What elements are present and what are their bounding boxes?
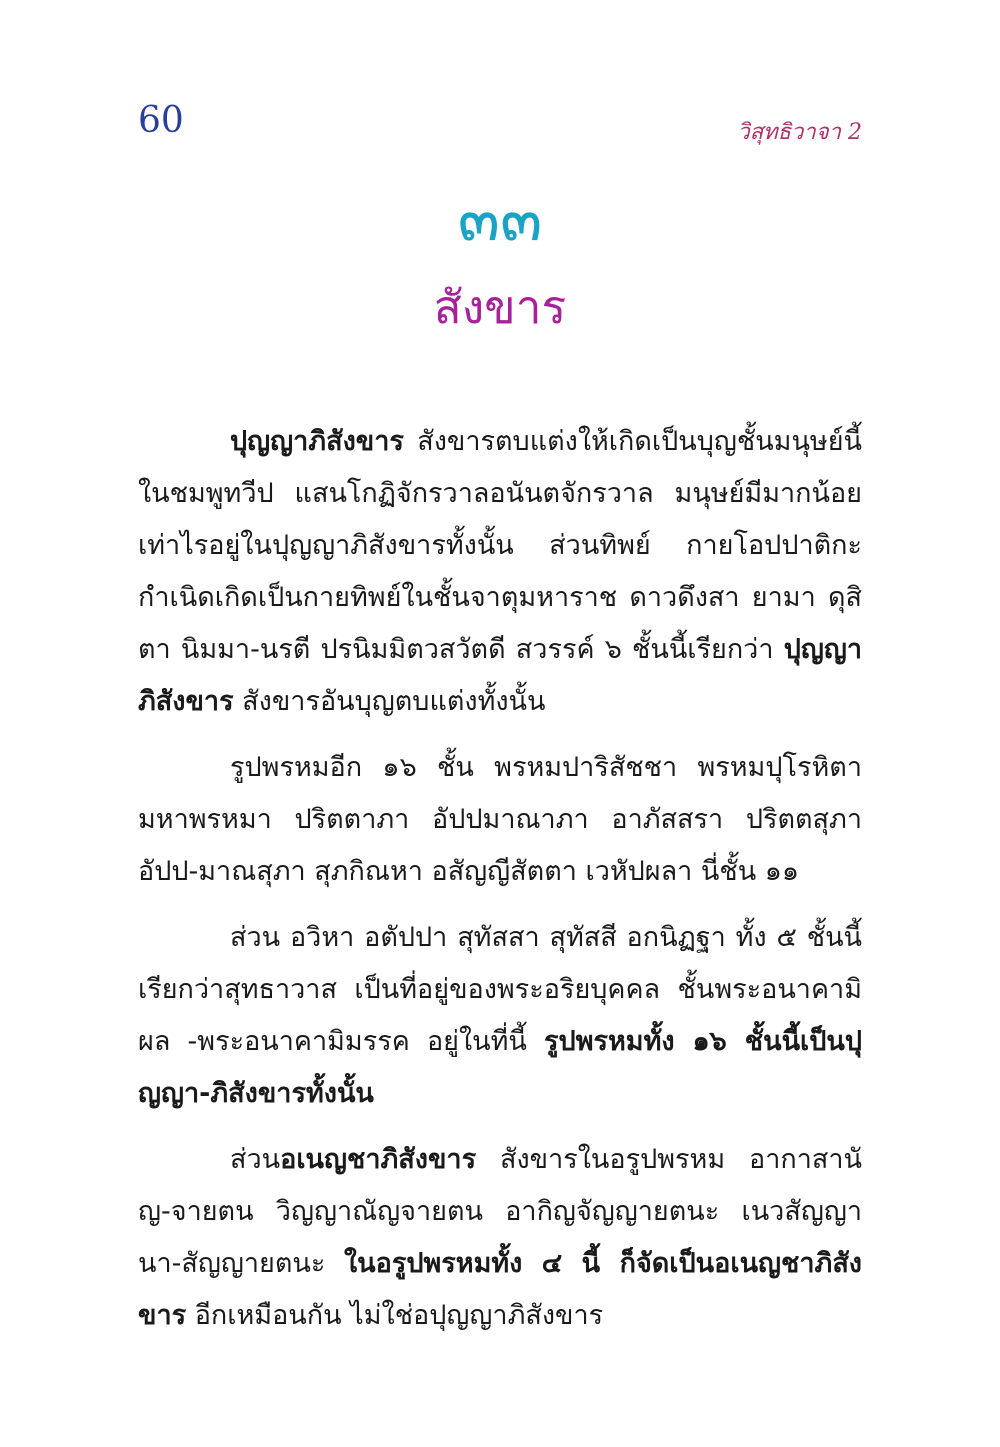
text-run: ส่วน (230, 1144, 281, 1175)
paragraph-4 (138, 1134, 862, 1342)
chapter-number: ๓๓ (457, 182, 543, 255)
chapter-title: สังขาร (433, 280, 567, 334)
text-run: ในอรูปพรหมทั้ง ๔ นี้ ก็จัดเป็นอเนญชาภิสังขาร (138, 1248, 862, 1331)
page-number: 60 (138, 100, 184, 141)
text-run: อเนญชาภิสังขาร (280, 1144, 477, 1175)
text-run: สังขารอันบุญตบแต่งทั้งนั้น (233, 686, 546, 717)
body-text (138, 416, 862, 1356)
paragraph-1 (138, 416, 862, 728)
text-run: รูปพรหมทั้ง ๑๖ ชั้นนี้เป็นปุญญา-ภิสังขารทั้งนั้น (138, 1026, 862, 1109)
paragraph-2 (138, 742, 862, 898)
text-run: ปุญญาภิสังขาร (230, 426, 404, 457)
text-run: สังขารตบแต่งให้เกิดเป็นบุญชั้นมนุษย์นี้ ในชมพูทวีป แสนโกฏิจักรวาลอนันตจักรวาล มนุษย์มีมากน้อยเท่าไรอยู่ในปุญญาภิสังขารทั้งนั้น ส่วนทิพย์ กายโอปปาติกะ กำเนิดเกิดเป็นกายทิพย์ในชั้นจาตุมหาราช ดาวดึงสา ยามา ดุสิตา นิมมา-นรตี ปรนิมมิตวสวัตดี สวรรค์ ๖ ชั้นนี้เรียกว่า (138, 426, 862, 665)
text-run: อีกเหมือนกัน ไม่ใช่อปุญญาภิสังขาร (186, 1300, 604, 1331)
text-run: ส่วน อวิหา อตัปปา สุทัสสา สุทัสสี อกนิฏฐา ทั้ง ๕ ชั้นนี้ เรียกว่าสุทธาวาส เป็นที่อยู่ของพระอริยบุคคล ชั้นพระอนาคามิผล -พระอนาคามิมรรค อยู่ในที่นี้ (138, 922, 862, 1057)
text-run: ปุญญาภิสังขาร (138, 634, 862, 717)
paragraph-3 (138, 912, 862, 1120)
text-run: สังขารในอรูปพรหม อากาสานัญ-จายตน วิญญาณัญจายตน อากิญจัญญายตนะ เนวสัญญานา-สัญญายตนะ (138, 1144, 862, 1279)
running-header: วิสุทธิวาจา 2 (737, 120, 862, 145)
text-run: รูปพรหมอีก ๑๖ ชั้น พรหมปาริสัชชา พรหมปุโรหิตา มหาพรหมา ปริตตาภา อัปปมาณาภา อาภัสสรา ปริตตสุภา อัปป-มาณสุภา สุภกิณหา อสัญญีสัตตา เวหัปผลา นี่ชั้น ๑๑ (138, 752, 862, 887)
